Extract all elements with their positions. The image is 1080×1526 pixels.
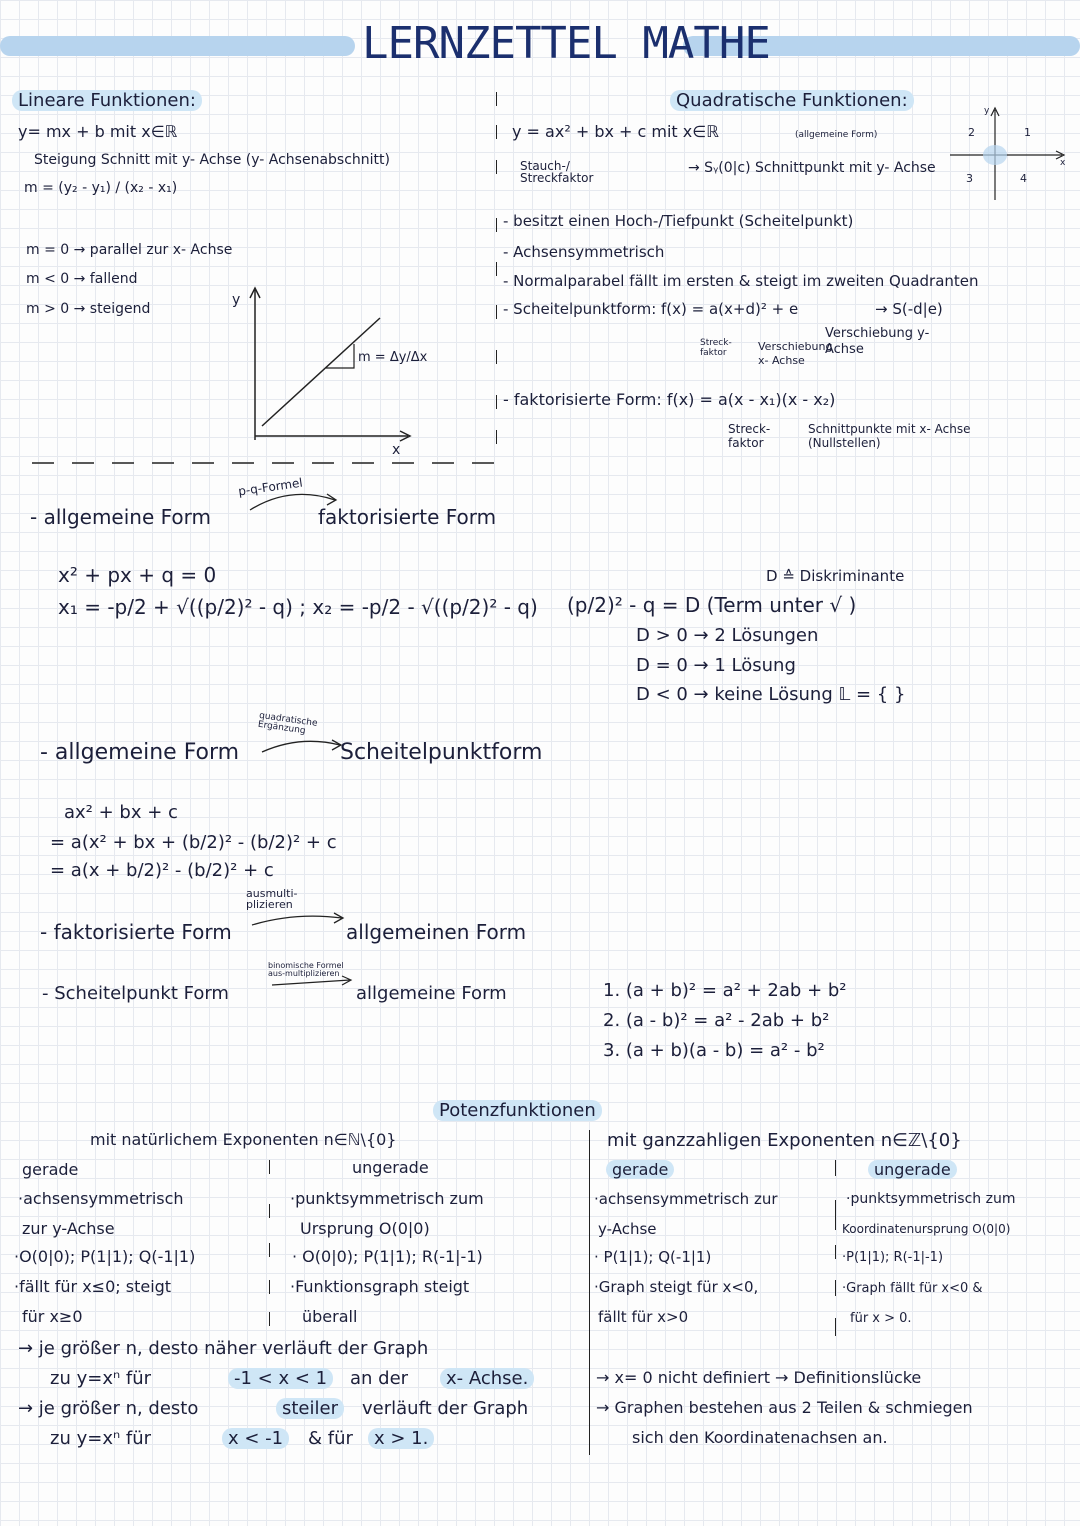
linear-heading: Lineare Funktionen: [12, 90, 202, 111]
page-title: LERNZETTEL MATHE [362, 18, 770, 69]
nat-divider-3 [269, 1243, 270, 1257]
int-odd-6: für x > 0. [850, 1311, 912, 1326]
int-odd-2: ·punktsymmetrisch zum [846, 1191, 1016, 1207]
fakt-note-nullstellen: Schnittpunkte mit x- Achse (Nullstellen) [808, 422, 971, 450]
stauch-label: Stauch-/ Streckfaktor [520, 159, 594, 185]
int-note-2: → Graphen bestehen aus 2 Teilen & schmiegen [596, 1398, 973, 1417]
pq-arrow-label: p-q-Formel [237, 475, 304, 499]
linear-formula: y= mx + b mit x∈ℝ [18, 122, 178, 141]
completing-right: Scheitelpunktform [340, 740, 543, 765]
top-divider-7 [496, 350, 497, 364]
quadratic-bullet-1: - besitzt einen Hoch-/Tiefpunkt (Scheitelpunkt) [503, 212, 854, 230]
nat-even-5: ·fällt für x≤0; steigt [14, 1277, 172, 1296]
sy-label: → Sᵧ(0|c) Schnittpunkt mit y- Achse [688, 160, 936, 176]
completing-line-1: ax² + bx + c [64, 802, 178, 823]
nat-note-3a: → je größer n, desto [18, 1398, 199, 1419]
nat-divider-1 [269, 1160, 270, 1174]
completing-line-2: = a(x² + bx + (b/2)² - (b/2)² + c [50, 832, 337, 853]
quadratic-bullet-3: - Normalparabel fällt im ersten & steigt im zweiten Quadranten [503, 272, 979, 290]
nat-note-4c: & für [308, 1428, 353, 1449]
int-odd-1: ungerade [868, 1160, 957, 1179]
nat-note-1: → je größer n, desto näher verläuft der Graph [18, 1338, 429, 1359]
top-divider-9 [496, 430, 497, 444]
nat-note-4b: x < -1 [222, 1428, 289, 1449]
quadrant-4: 4 [1020, 172, 1027, 185]
top-divider-3 [496, 160, 497, 174]
linear-graph-slope-label: m = Δy/Δx [358, 350, 428, 365]
top-divider-8 [496, 395, 497, 409]
nat-note-2a: zu y=xⁿ für [50, 1368, 152, 1389]
nat-note-3b: steiler [276, 1398, 344, 1419]
nat-note-3c: verläuft der Graph [362, 1398, 529, 1419]
int-note-3: sich den Koordinatenachsen an. [632, 1428, 888, 1447]
int-odd-5: ·Graph fällt für x<0 & [842, 1281, 983, 1296]
disc-case-zero: D = 0 → 1 Lösung [636, 655, 796, 676]
nat-even-1: gerade [22, 1160, 79, 1179]
int-even-3: y-Achse [598, 1220, 657, 1238]
int-even-1: gerade [606, 1160, 674, 1179]
nat-note-2d: x- Achse. [440, 1368, 534, 1389]
quadratic-formula: y = ax² + bx + c mit x∈ℝ [512, 122, 719, 141]
scheitel-note-x: Verschiebung x- Achse [758, 340, 833, 367]
pq-solution: x₁ = -p/2 + √((p/2)² - q) ; x₂ = -p/2 - √((p/2)² - q) [58, 595, 538, 619]
binom-arrow-label: binomische Formel aus-multiplizieren [268, 961, 344, 978]
quadratic-bullet-2: - Achsensymmetrisch [503, 243, 665, 261]
completing-arrow-label: quadratische Ergänzung [257, 710, 319, 737]
disc-title: D ≙ Diskriminante [766, 567, 905, 585]
int-divider-5 [835, 1318, 836, 1336]
nat-even-3: zur y-Achse [22, 1219, 115, 1238]
linear-graph-x-label: x [392, 442, 401, 458]
expand-right: allgemeinen Form [346, 920, 527, 944]
int-odd-4: ·P(1|1); R(-1|-1) [842, 1250, 944, 1265]
nat-heading: mit natürlichem Exponenten n∈ℕ\{0} [90, 1130, 397, 1149]
linear-graph-y-label: y [232, 292, 241, 308]
quadrant-axis-y: y [984, 106, 990, 116]
expand-arrow-label: ausmulti-plizieren [246, 887, 298, 911]
pq-equation: x² + px + q = 0 [58, 563, 217, 587]
slope-formula: m = (y₂ - y₁) / (x₂ - x₁) [24, 180, 178, 196]
top-divider-5 [496, 262, 497, 276]
quadratic-formula-note: (allgemeine Form) [795, 130, 878, 140]
nat-even-2: ·achsensymmetrisch [18, 1189, 184, 1208]
scheitel-note-y: Verschiebung y- Achse [825, 326, 930, 357]
title-bar-left [0, 36, 355, 56]
nat-even-4: ·O(0|0); P(1|1); Q(-1|1) [14, 1247, 196, 1266]
disc-case-negative: D < 0 → keine Lösung 𝕃 = { } [636, 684, 906, 705]
nat-note-4a: zu y=xⁿ für [50, 1428, 152, 1449]
nat-divider-5 [269, 1312, 270, 1326]
linear-case-negative: m < 0 → fallend [26, 271, 138, 287]
nat-divider-4 [269, 1280, 270, 1294]
quadratic-bullet-4: - Scheitelpunktform: f(x) = a(x+d)² + e [503, 300, 799, 318]
nat-note-4d: x > 1. [368, 1428, 434, 1449]
int-divider-1 [835, 1160, 836, 1176]
pq-right: faktorisierte Form [318, 505, 497, 529]
int-even-2: ·achsensymmetrisch zur [594, 1190, 778, 1208]
binom-right: allgemeine Form [356, 983, 507, 1004]
binom-item-2: 2. (a - b)² = a² - 2ab + b² [603, 1010, 830, 1031]
fakt-note-streck: Streck-faktor [728, 422, 771, 450]
int-divider-3 [835, 1245, 836, 1259]
power-center-divider [589, 1130, 590, 1455]
int-even-5: ·Graph steigt für x<0, [594, 1278, 759, 1296]
nat-note-2b: -1 < x < 1 [228, 1368, 333, 1389]
int-note-1: → x= 0 nicht definiert → Definitionslücke [596, 1368, 922, 1387]
top-divider-4 [496, 218, 497, 232]
int-heading: mit ganzzahligen Exponenten n∈ℤ\{0} [607, 1130, 962, 1151]
power-heading: Potenzfunktionen [433, 1100, 602, 1121]
quadrant-3: 3 [966, 172, 973, 185]
scheitel-s: → S(-d|e) [875, 300, 943, 318]
nat-odd-5: ·Funktionsgraph steigt [290, 1277, 470, 1296]
quadrant-axis-x: x [1060, 158, 1066, 168]
top-divider-6 [496, 305, 497, 319]
binom-arrow [0, 0, 1, 1]
binom-item-1: 1. (a + b)² = a² + 2ab + b² [603, 980, 847, 1001]
linear-case-zero: m = 0 → parallel zur x- Achse [26, 242, 233, 258]
quadrant-1: 1 [1024, 126, 1031, 139]
nat-odd-6: überall [302, 1307, 358, 1326]
quadratic-heading: Quadratische Funktionen: [670, 90, 914, 111]
top-divider-1 [496, 92, 497, 106]
int-divider-4 [835, 1280, 836, 1296]
quadrant-2: 2 [968, 126, 975, 139]
top-divider-2 [496, 125, 497, 139]
int-odd-3: Koordinatenursprung O(0|0) [842, 1222, 1011, 1236]
binom-item-3: 3. (a + b)(a - b) = a² - b² [603, 1040, 825, 1061]
disc-formula: (p/2)² - q = D (Term unter √ ) [567, 593, 857, 617]
expand-left: - faktorisierte Form [40, 920, 232, 944]
completing-line-3: = a(x + b/2)² - (b/2)² + c [50, 860, 274, 881]
nat-odd-1: ungerade [352, 1158, 429, 1177]
int-divider-2 [835, 1200, 836, 1230]
nat-divider-2 [269, 1204, 270, 1218]
pq-left: - allgemeine Form [30, 505, 212, 529]
linear-labels: Steigung Schnitt mit y- Achse (y- Achsenabschnitt) [34, 152, 390, 168]
scheitel-note-streck: Streck-faktor [700, 338, 732, 358]
int-even-4: · P(1|1); Q(-1|1) [594, 1248, 712, 1266]
linear-case-positive: m > 0 → steigend [26, 301, 151, 317]
nat-note-2c: an der [350, 1368, 409, 1389]
disc-case-positive: D > 0 → 2 Lösungen [636, 625, 819, 646]
completing-left: - allgemeine Form [40, 740, 240, 765]
nat-even-6: für x≥0 [22, 1307, 83, 1326]
nat-odd-4: · O(0|0); P(1|1); R(-1|-1) [292, 1247, 483, 1266]
binom-left: - Scheitelpunkt Form [42, 983, 229, 1004]
nat-odd-2: ·punktsymmetrisch zum [290, 1189, 484, 1208]
int-even-6: fällt für x>0 [598, 1308, 689, 1326]
nat-odd-3: Ursprung O(0|0) [300, 1219, 430, 1238]
quadratic-bullet-5: - faktorisierte Form: f(x) = a(x - x₁)(x - x₂) [503, 390, 836, 409]
